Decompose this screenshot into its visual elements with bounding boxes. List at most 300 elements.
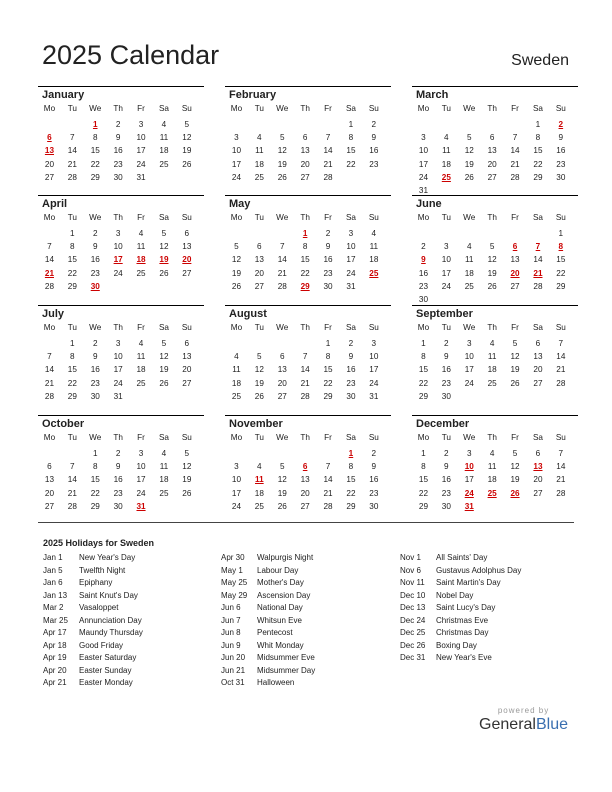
weekday-header: Su — [368, 213, 379, 222]
weekday-header: Fr — [137, 433, 145, 442]
day-cell: 20 — [487, 159, 497, 169]
day-cell: 30 — [346, 391, 356, 401]
holiday-name: Labour Day — [257, 565, 299, 575]
day-cell: 9 — [371, 462, 377, 472]
weekday-header: Mo — [43, 323, 56, 332]
weekday-header: Sa — [158, 104, 169, 113]
day-cell: 2 — [92, 339, 98, 348]
holiday-date: Jun 21 — [221, 665, 246, 675]
day-cell: 21 — [67, 488, 77, 498]
weekday-header: Fr — [324, 104, 332, 113]
month-block — [416, 87, 576, 197]
day-cell: 11 — [369, 242, 379, 252]
month-divider — [412, 305, 578, 306]
day-cell: 14 — [556, 462, 566, 472]
day-cell: 24 — [464, 378, 474, 388]
month-divider — [38, 305, 204, 306]
holiday-day-cell: 2 — [558, 120, 564, 129]
month-block — [229, 416, 389, 526]
weekday-header: Tu — [67, 433, 77, 442]
day-cell: 19 — [464, 159, 474, 169]
day-cell: 10 — [136, 133, 146, 143]
day-cell: 9 — [444, 462, 449, 472]
day-cell: 11 — [136, 242, 146, 252]
day-cell: 31 — [136, 172, 146, 182]
day-cell: 24 — [231, 501, 241, 511]
weekday-header: Th — [300, 213, 310, 222]
holiday-date: Jun 20 — [221, 653, 246, 662]
holiday-name: Ascension Day — [257, 590, 311, 600]
day-cell: 28 — [67, 501, 77, 511]
day-cell: 23 — [90, 378, 100, 388]
day-cell: 9 — [115, 133, 121, 143]
day-cell: 29 — [67, 391, 77, 401]
day-cell: 20 — [300, 488, 310, 498]
day-cell: 4 — [489, 449, 495, 458]
holiday-day-cell: 31 — [136, 501, 146, 511]
day-cell: 9 — [92, 242, 98, 252]
day-cell: 12 — [231, 255, 241, 265]
page-title: 2025 Calendar — [42, 40, 220, 70]
day-cell: 4 — [234, 352, 239, 362]
day-cell: 30 — [441, 501, 451, 511]
holiday-day-cell: 13 — [533, 462, 543, 472]
day-cell: 7 — [279, 242, 285, 252]
day-cell: 29 — [323, 391, 333, 401]
day-cell: 31 — [113, 391, 123, 401]
day-cell: 24 — [369, 378, 379, 388]
weekday-header: Tu — [67, 104, 77, 113]
day-cell: 8 — [421, 462, 426, 472]
day-cell: 10 — [441, 255, 451, 265]
day-cell: 6 — [535, 339, 541, 348]
day-cell: 22 — [300, 268, 310, 278]
weekday-header: Su — [368, 433, 379, 442]
month-name: April — [42, 198, 68, 210]
weekday-header: Mo — [43, 433, 56, 442]
day-cell: 29 — [533, 172, 543, 182]
day-cell: 2 — [115, 120, 121, 129]
day-cell: 25 — [487, 378, 497, 388]
day-cell: 11 — [159, 462, 169, 472]
day-cell: 19 — [182, 475, 192, 485]
day-cell: 14 — [277, 255, 287, 265]
holiday-name: Easter Saturday — [79, 653, 137, 662]
day-cell: 12 — [159, 242, 169, 252]
day-cell: 12 — [182, 133, 192, 143]
day-cell: 4 — [161, 449, 167, 458]
day-cell: 22 — [67, 378, 77, 388]
weekday-header: We — [89, 433, 102, 442]
day-cell: 17 — [418, 159, 428, 169]
weekday-header: Th — [487, 433, 497, 442]
weekday-header: Sa — [532, 433, 543, 442]
day-cell: 11 — [487, 462, 497, 472]
weekday-header: Su — [181, 323, 192, 332]
day-cell: 15 — [67, 255, 77, 265]
holiday-name: Vasaloppet — [79, 603, 119, 612]
day-cell: 4 — [257, 462, 262, 472]
holiday-day-cell: 1 — [302, 229, 308, 238]
day-cell: 17 — [441, 268, 451, 278]
day-cell: 27 — [277, 391, 287, 401]
month-name: May — [229, 198, 251, 210]
weekday-header: Fr — [511, 213, 519, 222]
day-cell: 27 — [182, 268, 192, 278]
weekday-header: Th — [487, 104, 497, 113]
day-cell: 1 — [70, 339, 75, 348]
day-cell: 17 — [231, 159, 241, 169]
weekday-header: We — [463, 433, 476, 442]
day-cell: 18 — [231, 378, 241, 388]
day-cell: 12 — [510, 462, 520, 472]
day-cell: 20 — [300, 159, 310, 169]
holiday-name: Epiphany — [79, 578, 113, 587]
weekday-header: Th — [300, 433, 310, 442]
day-cell: 12 — [510, 352, 520, 362]
day-cell: 18 — [369, 255, 379, 265]
day-cell: 14 — [300, 365, 310, 375]
day-cell: 6 — [47, 462, 52, 472]
holiday-name: Maundy Thursday — [79, 628, 143, 637]
weekday-header: Sa — [345, 323, 356, 332]
month-block — [416, 416, 576, 526]
day-cell: 4 — [371, 229, 377, 238]
holiday-name: Whitsun Eve — [257, 615, 302, 625]
day-cell: 20 — [44, 488, 54, 498]
holiday-day-cell: 25 — [487, 488, 497, 498]
day-cell: 20 — [182, 365, 192, 375]
day-cell: 20 — [277, 378, 287, 388]
month-divider — [225, 86, 391, 87]
day-cell: 15 — [533, 146, 543, 156]
weekday-header: Fr — [137, 213, 145, 222]
day-cell: 16 — [369, 146, 379, 156]
weekday-header: Tu — [254, 323, 264, 332]
day-cell: 1 — [92, 449, 98, 458]
day-cell: 19 — [487, 268, 497, 278]
day-cell: 15 — [67, 365, 77, 375]
day-cell: 5 — [234, 242, 239, 252]
day-cell: 1 — [558, 229, 564, 238]
day-cell: 25 — [159, 488, 169, 498]
holiday-day-cell: 17 — [113, 255, 123, 265]
day-cell: 11 — [136, 352, 146, 362]
day-cell: 23 — [369, 488, 379, 498]
day-cell: 24 — [136, 488, 146, 498]
weekday-header: We — [463, 213, 476, 222]
weekday-header: Tu — [254, 213, 264, 222]
holiday-name: New Year's Day — [79, 553, 136, 562]
day-cell: 4 — [138, 339, 144, 348]
day-cell: 6 — [184, 339, 190, 348]
weekday-header: Su — [181, 104, 192, 113]
weekday-header: We — [89, 213, 102, 222]
holiday-date: Dec 25 — [400, 628, 426, 637]
day-cell: 4 — [466, 242, 472, 252]
day-cell: 5 — [184, 120, 190, 129]
day-cell: 17 — [136, 475, 146, 485]
holiday-date: May 1 — [221, 565, 243, 575]
day-cell: 22 — [556, 268, 566, 278]
day-cell: 16 — [369, 475, 379, 485]
day-cell: 18 — [441, 159, 451, 169]
day-cell: 14 — [44, 365, 54, 375]
day-cell: 21 — [67, 159, 77, 169]
day-cell: 26 — [159, 378, 169, 388]
holiday-day-cell: 29 — [300, 281, 310, 291]
holiday-day-cell: 19 — [159, 255, 169, 265]
day-cell: 6 — [489, 133, 495, 143]
day-cell: 3 — [138, 120, 144, 129]
day-cell: 28 — [556, 488, 566, 498]
holiday-date: Oct 31 — [221, 678, 245, 687]
holiday-date: Apr 18 — [43, 640, 67, 650]
holiday-day-cell: 1 — [92, 120, 98, 129]
day-cell: 10 — [346, 242, 356, 252]
holiday-name: Midsummer Eve — [257, 653, 315, 662]
day-cell: 1 — [348, 120, 354, 129]
day-cell: 5 — [279, 133, 285, 143]
month-block — [229, 87, 389, 197]
day-cell: 27 — [533, 488, 543, 498]
day-cell: 10 — [136, 462, 146, 472]
day-cell: 2 — [115, 449, 121, 458]
day-cell: 10 — [369, 352, 379, 362]
day-cell: 28 — [67, 172, 77, 182]
month-name: June — [416, 198, 442, 210]
day-cell: 26 — [182, 159, 192, 169]
day-cell: 21 — [277, 268, 287, 278]
day-cell: 9 — [325, 242, 331, 252]
holiday-day-cell: 31 — [464, 501, 474, 511]
day-cell: 10 — [231, 475, 241, 485]
day-cell: 13 — [182, 242, 192, 252]
day-cell: 26 — [254, 391, 264, 401]
day-cell: 13 — [300, 475, 310, 485]
day-cell: 30 — [556, 172, 566, 182]
day-cell: 17 — [464, 475, 474, 485]
weekday-header: We — [89, 104, 102, 113]
day-cell: 8 — [302, 242, 308, 252]
day-cell: 22 — [346, 159, 356, 169]
weekday-header: We — [276, 433, 289, 442]
holidays-title: 2025 Holidays for Sweden — [43, 538, 155, 548]
month-name: February — [229, 89, 277, 101]
day-cell: 3 — [421, 133, 426, 143]
day-cell: 17 — [464, 365, 474, 375]
day-cell: 14 — [323, 475, 333, 485]
holiday-date: Jan 6 — [43, 578, 63, 587]
weekday-header: Sa — [532, 323, 543, 332]
day-cell: 25 — [136, 268, 146, 278]
holiday-date: Jun 6 — [221, 603, 241, 612]
day-cell: 13 — [510, 255, 520, 265]
day-cell: 8 — [348, 462, 354, 472]
day-cell: 27 — [510, 281, 520, 291]
day-cell: 25 — [254, 172, 264, 182]
holiday-name: Saint Martin's Day — [436, 578, 501, 587]
month-name: January — [42, 89, 85, 101]
day-cell: 6 — [184, 229, 190, 238]
day-cell: 3 — [371, 339, 377, 348]
day-cell: 22 — [67, 268, 77, 278]
month-divider — [38, 86, 204, 87]
holiday-name: National Day — [257, 603, 303, 612]
weekday-header: Mo — [43, 104, 56, 113]
month-name: March — [416, 89, 449, 101]
day-cell: 22 — [418, 378, 428, 388]
day-cell: 6 — [535, 449, 541, 458]
day-cell: 27 — [300, 172, 310, 182]
day-cell: 3 — [444, 242, 449, 252]
day-cell: 15 — [418, 475, 428, 485]
day-cell: 31 — [418, 186, 428, 195]
holiday-date: Apr 30 — [221, 553, 245, 562]
day-cell: 1 — [535, 120, 541, 129]
day-cell: 5 — [512, 449, 518, 458]
weekday-header: Tu — [441, 323, 451, 332]
weekday-header: Su — [181, 213, 192, 222]
day-cell: 13 — [300, 146, 310, 156]
weekday-header: Tu — [441, 433, 451, 442]
day-cell: 13 — [487, 146, 497, 156]
weekday-header: Mo — [230, 323, 243, 332]
day-cell: 16 — [556, 146, 566, 156]
day-cell: 23 — [113, 488, 123, 498]
day-cell: 23 — [323, 268, 333, 278]
month-block — [416, 196, 576, 306]
weekday-header: Mo — [230, 433, 243, 442]
day-cell: 7 — [70, 133, 75, 143]
day-cell: 29 — [418, 501, 428, 511]
month-block — [229, 306, 389, 416]
holiday-date: Nov 6 — [400, 565, 421, 575]
holiday-day-cell: 6 — [47, 133, 52, 143]
weekday-header: Mo — [417, 323, 430, 332]
weekday-header: Sa — [158, 433, 169, 442]
holiday-name: Boxing Day — [436, 640, 477, 650]
holiday-date: Apr 20 — [43, 665, 67, 675]
weekday-header: We — [276, 323, 289, 332]
holiday-date: Jun 8 — [221, 628, 241, 637]
day-cell: 22 — [90, 159, 100, 169]
holiday-day-cell: 25 — [441, 172, 451, 182]
month-name: November — [229, 418, 283, 430]
holiday-date: Jan 13 — [43, 590, 68, 600]
holiday-day-cell: 6 — [512, 242, 518, 252]
weekday-header: Sa — [158, 213, 169, 222]
day-cell: 2 — [371, 449, 377, 458]
day-cell: 27 — [487, 172, 497, 182]
holiday-day-cell: 21 — [533, 268, 543, 278]
day-cell: 4 — [138, 229, 144, 238]
day-cell: 16 — [441, 475, 451, 485]
day-cell: 8 — [325, 352, 331, 362]
weekday-header: Mo — [417, 213, 430, 222]
day-cell: 19 — [277, 159, 287, 169]
day-cell: 25 — [254, 501, 264, 511]
holiday-day-cell: 13 — [44, 146, 54, 156]
day-cell: 26 — [277, 501, 287, 511]
holiday-name: Nobel Day — [436, 590, 474, 600]
day-cell: 5 — [161, 339, 167, 348]
holiday-date: Jan 1 — [43, 553, 63, 562]
day-cell: 16 — [113, 146, 123, 156]
day-cell: 8 — [92, 133, 98, 143]
day-cell: 24 — [231, 172, 241, 182]
day-cell: 7 — [512, 133, 518, 143]
day-cell: 21 — [556, 365, 566, 375]
holiday-name: Whit Monday — [257, 640, 304, 650]
weekday-header: Sa — [158, 323, 169, 332]
month-block — [42, 196, 202, 306]
day-cell: 30 — [113, 172, 123, 182]
day-cell: 15 — [300, 255, 310, 265]
day-cell: 21 — [300, 378, 310, 388]
day-cell: 18 — [159, 475, 169, 485]
holiday-day-cell: 20 — [510, 268, 520, 278]
day-cell: 12 — [159, 352, 169, 362]
day-cell: 18 — [159, 146, 169, 156]
day-cell: 2 — [325, 229, 331, 238]
day-cell: 9 — [444, 352, 449, 362]
month-block — [42, 87, 202, 197]
holiday-name: Gustavus Adolphus Day — [436, 565, 522, 575]
day-cell: 16 — [113, 475, 123, 485]
holiday-day-cell: 9 — [421, 255, 426, 265]
day-cell: 27 — [44, 172, 54, 182]
holiday-date: Mar 2 — [43, 603, 64, 612]
weekday-header: Sa — [345, 213, 356, 222]
holiday-name: Christmas Day — [436, 628, 489, 637]
holiday-name: Mother's Day — [257, 578, 304, 587]
holiday-day-cell: 7 — [535, 242, 541, 252]
day-cell: 6 — [302, 133, 308, 143]
month-block — [229, 196, 389, 306]
day-cell: 2 — [92, 229, 98, 238]
day-cell: 22 — [418, 488, 428, 498]
day-cell: 20 — [44, 159, 54, 169]
holiday-name: Walpurgis Night — [257, 553, 314, 562]
day-cell: 12 — [487, 255, 497, 265]
holiday-day-cell: 10 — [464, 462, 474, 472]
day-cell: 27 — [254, 281, 264, 291]
day-cell: 17 — [346, 255, 356, 265]
day-cell: 27 — [300, 501, 310, 511]
holiday-name: Saint Knut's Day — [79, 590, 138, 600]
holiday-date: Dec 10 — [400, 590, 426, 600]
holiday-name: New Year's Eve — [436, 653, 492, 662]
day-cell: 8 — [70, 352, 75, 362]
holiday-name: Good Friday — [79, 640, 124, 650]
day-cell: 17 — [113, 365, 123, 375]
day-cell: 18 — [464, 268, 474, 278]
month-divider — [225, 195, 391, 196]
holiday-date: Jan 5 — [43, 565, 63, 575]
day-cell: 25 — [136, 378, 146, 388]
day-cell: 8 — [535, 133, 541, 143]
weekday-header: Th — [300, 104, 310, 113]
month-name: September — [416, 308, 473, 320]
holiday-name: Annunciation Day — [79, 615, 142, 625]
day-cell: 10 — [231, 146, 241, 156]
day-cell: 26 — [510, 378, 520, 388]
day-cell: 3 — [138, 449, 144, 458]
day-cell: 18 — [254, 159, 264, 169]
weekday-header: Mo — [417, 104, 430, 113]
holiday-date: Mar 25 — [43, 615, 68, 625]
